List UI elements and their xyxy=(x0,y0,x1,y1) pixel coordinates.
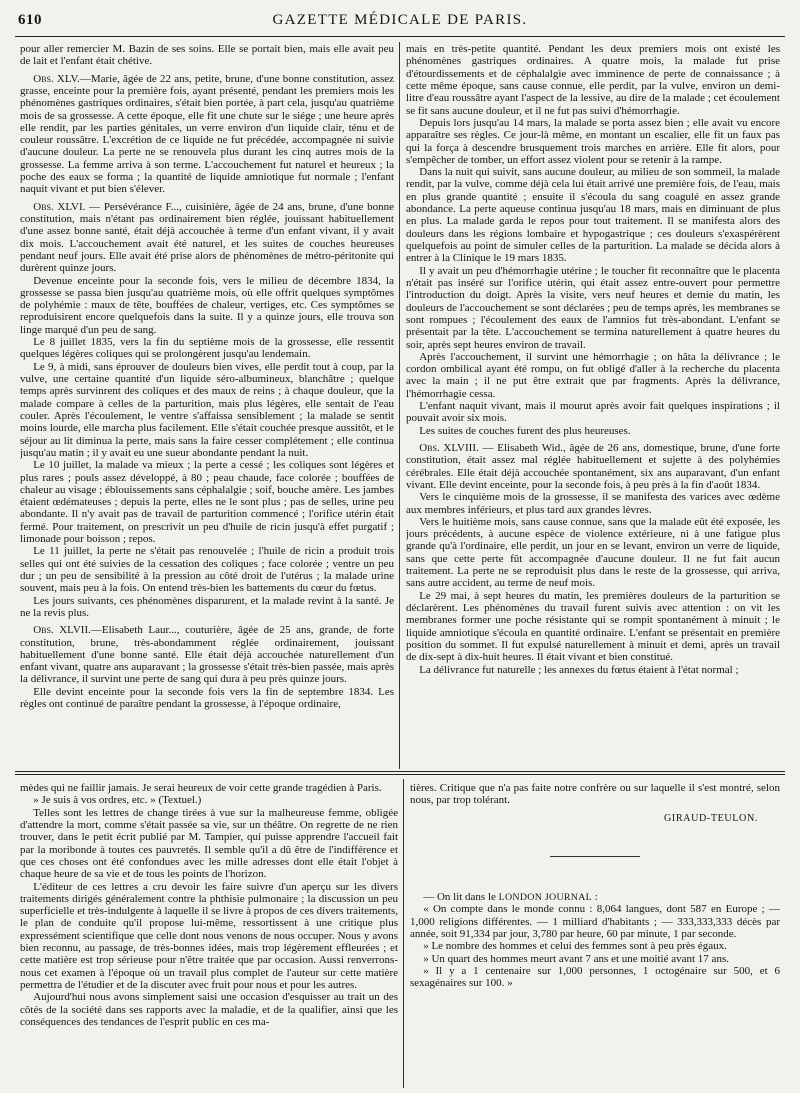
observation-46-outcome-paragraph: Les jours suivants, ces phénomènes disparurent, et la malade revint à la santé. Je ne la revis plus. xyxy=(20,594,394,619)
feuilleton-paragraph-letters: Telles sont les lettres de change tirées à vue sur la malheureuse femme, obligée d'attendre la mort, comme s'était passée sa vie, sur un théâtre. On regrette de ne rien trouver, dans le petit écrit publié par M. Tampier, qui puisse apprendre l'accueil fait par la moribonde à toutes ces pauvretés. Il semble qu'il a dû être de l'indifférence et que ces choses ont été confondues avec les mille adresses dont elle était l'objet à chaque heure de sa vie et de tous les points de l'horizon. xyxy=(20,806,398,881)
observation-label: Obs. XLV. xyxy=(33,72,80,85)
observation-47-paragraph xyxy=(20,624,394,686)
observation-text: — Elisabeth Wid., âgée de 26 ans, domestique, brune, d'une forte constitution, était assez mal réglée habituellement et sujette à des polyhémies cérébrales. Elle était déjà accouchée spontanément, six ans auparavant, d'un enfant vivant. Elle devint enceinte, pour la seconde fois, à peu près à la fin d'août 1834. xyxy=(406,441,780,491)
news-item-paragraph: » Un quart des hommes meurt avant 7 ans et une moitié avant 17 ans. xyxy=(423,952,729,965)
observation-47-clinic-paragraph: Il y avait un peu d'hémorrhagie utérine ; le toucher fit reconnaître que le placenta n'était pas inséré sur l'orifice utérin, qui était assez entre-ouvert pour permettre l'introduction du doigt. Après la visite, vers neuf heures et demie du matin, les douleurs de l'accouchement se sont déclarées ; peu de temps après, les membranes se sont rompues ; l'écoulement des eaux de l'amnios fut très-abondant. L'enfant se présentait par la tête. L'accouchement se termina naturellement à quatre heures du soir, après sept heures environ de travail. xyxy=(406,264,780,351)
article-right-column xyxy=(406,43,780,769)
feuilleton-closing-paragraph: tières. Critique que n'a pas faite notre confrère ou sur laquelle il s'est montré, selon nous, par trop tolérant. xyxy=(410,782,780,807)
observation-label: Obs. XLVIII. xyxy=(419,441,479,454)
observation-47-outcome-paragraph: Les suites de couches furent des plus heureuses. xyxy=(419,424,631,437)
feuilleton-right-column xyxy=(410,782,780,1086)
journal-title: GAZETTE MÉDICALE DE PARIS. xyxy=(272,12,528,28)
section-divider xyxy=(550,856,640,857)
article-left-column xyxy=(20,43,394,769)
news-item-paragraph: » Il y a 1 centenaire sur 1,000 personnes, 1 octogénaire sur 500, et 6 sexagénaires sur 100. » xyxy=(410,964,780,990)
feuilleton-left-column xyxy=(20,782,398,1086)
observation-47-night-paragraph: Dans la nuit qui suivit, sans aucune douleur, au milieu de son sommeil, la malade rendit, par la vulve, comme déjà cela lui était arrivé une première fois, de l'eau, mais en plus grande quantité ; ensuite il s'écoula du sang coagulé en assez grande abondance. La perte aqueuse continua jusqu'au 18 mars, mais en diminuant de plus en plus. La malade garda le repos pour tout traitement. Il se manifesta alors des douleurs dans les régions lombaire et hypogastrique ; ces douleurs s'exaspérèrent quelquefois au point de simuler celles de la parturition. La malade se décida alors à entrer à la Clinique le 19 mars 1835. xyxy=(406,166,780,265)
header-rule xyxy=(15,36,785,37)
page-number: 610 xyxy=(18,12,42,28)
author-signature: GIRAUD-TEULON. xyxy=(663,812,758,824)
feuilleton-column-rule xyxy=(403,779,404,1088)
observation-48-may-29-paragraph: Le 29 mai, à sept heures du matin, les premières douleurs de la parturition se déclarèrent. Les phénomènes du travail furent suivis avec attention : on vit les membranes former une poche résistante qui se rompit spontanément à minuit ; le liquide amniotique s'écoula en quantité ordinaire. L'enfant se présentait en première position du sommet. Il fut expulsé naturellement à minuit et demi, après un travail de dix-sept à dix-huit heures. Il était vivant et bien constitué. xyxy=(406,589,780,664)
observation-text: —Elisabeth Laur..., couturière, âgée de 25 ans, grande, de forte constitution, brune, très-abondamment réglée ordinairement, jouissant habituellement d'une bonne santé. Elle était déjà accouchée naturellement d'un enfant vivant, quatre ans auparavant ; la grossesse s'était très-bien passée, mais après la délivrance, il survint une perte de sang qui dura à peu près quinze jours. xyxy=(20,624,394,686)
observation-47-march-14-paragraph: Depuis lors jusqu'au 14 mars, la malade se porta assez bien ; elle avait vu encore apparaître ses règles. Ce jour-là même, en montant un escalier, elle fit un faux pas qui la força à descendre brusquement trois marches en arrière. Elle fit alors, pour s'empêcher de tomber, un effort assez violent pour se retenir à la rampe. xyxy=(406,116,780,166)
observation-46-july-11-paragraph: Le 11 juillet, la perte ne s'était pas renouvelée ; l'huile de ricin a produit trois selles qui ont été suivies de la cessation des coliques ; face colorée ; ventre un peu dur ; un peu de sensibilité à la pression au côté droit de l'utérus ; la malade urine souvent, mais peu à la fois. On entend très-bien les battements du cœur du fœtus. xyxy=(20,545,394,595)
observation-46-july-8-paragraph: Le 8 juillet 1835, vers la fin du septième mois de la grossesse, elle ressentit quelques légères coliques qui se prolongèrent jusqu'au lendemain. xyxy=(20,336,394,361)
observation-label: Obs. XLVI. xyxy=(33,200,86,213)
feuilleton-continued-paragraph: mèdes qui ne faillir jamais. Je serai heureux de voir cette grande tragédien à Paris. xyxy=(20,782,382,794)
feuilleton-separator-bottom xyxy=(15,774,785,775)
observation-47-delivery-paragraph: Après l'accouchement, il survint une hémorrhagie ; on hâta la délivrance ; le cordon ombilical ayant été rompu, on fut obligé d'aller à la recherche du placenta avec la main ; il ne put être extrait que par fragments. Après la délivrance, l'hémorrhagie cessa. xyxy=(406,350,780,400)
feuilleton-separator-top xyxy=(15,771,785,772)
observation-48-eighth-month-paragraph: Vers le huitième mois, sans cause connue, sans que la malade eût été exposée, les jours précédents, à aucune espèce de violence extérieure, ni à une fatigue plus grande qu'à l'ordinaire, elle perdit, un jour en se levant, environ un verre de liquide, sans que cette perte fût accompagnée d'aucune douleur. Il ne fut fait aucun traitement. La perte ne se reproduisit plus dans le reste de la grossesse, qui arriva, sans autre accident, au terme de neuf mois. xyxy=(406,515,780,590)
observation-48-fifth-month-paragraph: Vers le cinquième mois de la grossesse, il se manifesta des varices avec œdème aux membres inférieurs, et plus tard aux grandes lèvres. xyxy=(406,491,780,516)
column-rule xyxy=(399,42,400,769)
observation-46-july-10-paragraph: Le 10 juillet, la malade va mieux ; la perte a cessé ; les coliques sont légères et plus rares ; pouls assez développé, à 80 ; peau chaude, face colorée ; bouffées de chaleur au visage ; éblouissements sans céphalalgie ; soif, bouche amère. Les jambes étaient œdémateuses ; depuis la perte, elles ne le sont plus ; pas de selles, urine peu abondante. Il n'y avait pas de travail de parturition commencé ; l'orifice utérin était fermé. Pour traitement, on prescrivit un peu d'huile de ricin jusqu'à effet purgatif ; limonade pour boisson ; repos. xyxy=(20,459,394,546)
news-intro-end: : xyxy=(594,891,598,904)
observation-text: —Marie, âgée de 22 ans, petite, brune, d'une bonne constitution, assez grasse, enceinte pour la première fois, ayant présenté, pendant les premiers mois les phénomènes gastriques ordinaires, s'était bien portée, à part cela, jusqu'au quatrième mois de sa grossesse. A cette époque, elle fit une chute sur le siége ; une heure après elle rendit, par les parties génitales, un verre environ d'un liquide clair, ténu et de couleur roussâtre. L'excrétion de ce liquide ne fut précédée, accompagnée ni suivie d'aucune douleur. La perte ne se renouvela plus durant les cinq autres mois de la grossesse. La femme arriva à son terme. L'accouchement fut naturel et heureux ; la poche des eaux se forma ; la quantité de liquide amniotique fut normale ; l'enfant naquit vivant et put bien s'élever. xyxy=(20,72,394,196)
observation-text: — Persévérance F..., cuisinière, âgée de 24 ans, brune, d'une bonne constitution, mais n'étant pas ordinairement bien réglée, jouissant habituellement d'une assez bonne santé, était déjà accouchée à terme d'un enfant vivant, il y avait dix mois. L'accouchement avait été naturel, et les suites de couches heureuses pendant neuf jours. Elle avait été prise alors de phénomènes de métro-péritonite qui durèrent quinze jours. xyxy=(20,200,394,275)
observation-47-infant-paragraph: L'enfant naquit vivant, mais il mourut après avoir fait quelques inspirations ; il pouvait avoir six mois. xyxy=(406,400,780,425)
observation-48-placenta-paragraph: La délivrance fut naturelle ; les annexes du fœtus étaient à l'état normal ; xyxy=(419,663,739,676)
observation-46-paragraph xyxy=(20,201,394,275)
observation-label: Obs. XLVII. xyxy=(33,624,91,637)
feuilleton-paragraph-editor: L'éditeur de ces lettres a cru devoir les faire suivre d'un aperçu sur les divers traitements dirigés généralement contre la phthisie pulmonaire ; la discussion un peu superficielle et très-indulgente à laquelle il se livre à propos de ces divers traitements, le plan de conduite qu'il propose lui-même, ressortissent à une critique plus expressément scientifique que celle dont nous venons de nous occuper. Nous y avons bien reconnu, au passage, de très-bonnes idées, mais trop légèrement effleurées ; et cette matière est trop sérieuse pour n'être traitée que par occasion. Aussi renverrons-nous cet examen à l'époque où un travail plus complet de l'auteur sur cette matière permettra de l'étudier et de la discuter avec fruit pour nous et pour les autres. xyxy=(20,880,398,991)
observation-46-july-9-paragraph: Le 9, à midi, sans éprouver de douleurs bien vives, elle perdit tout à coup, par la vulve, une certaine quantité d'un liquide séro-albumineux, blanchâtre ; quelque temps après survinrent des coliques et des maux de reins ; à chaque douleur, que la malade compare à celles de la parturition, mais plus légères, elle sentait de l'eau couler. Après l'écoulement, le ventre s'affaissa sensiblement ; la malade se sentit moins lourde, elle marcha plus facilement. Elle s'était couchée presque aussitôt, et le séjour au lit diminua la perte, mais sans la faire cesser complétement ; elle continua jusqu'au matin ; il y avait eu une sueur abondante pendant la nuit. xyxy=(20,360,394,459)
observation-47-pregnancy-paragraph: Elle devint enceinte pour la seconde fois vers la fin de septembre 1834. Les règles ont continué de paraître pendant la grossesse, à l'époque ordinaire, xyxy=(20,685,394,711)
observation-48-paragraph xyxy=(406,442,780,491)
news-source: LONDON JOURNAL xyxy=(498,892,593,904)
continued-paragraph: pour aller remercier M. Bazin de ses soins. Elle se portait bien, mais elle avait peu de lait et l'enfant était chétive. xyxy=(20,43,394,68)
quoted-letter-closing: » Je suis à vos ordres, etc. » (Textuel.) xyxy=(33,794,202,807)
news-intro-text: — On lit dans le xyxy=(423,891,496,904)
observation-46-pregnancy-paragraph: Devenue enceinte pour la seconde fois, vers le milieu de décembre 1834, la grossesse se passa bien jusqu'au quatrième mois, où elle offrit quelques symptômes de polyhémie : maux de tête, bouffées de chaleur, vertiges, etc. Ces symptômes se reproduisirent encore quelquefois dans la suite. Il y a quinze jours, elle trouva son linge marqué d'un peu de sang. xyxy=(20,274,394,336)
news-item-paragraph: » Le nombre des hommes et celui des femmes sont à peu près égaux. xyxy=(423,940,727,953)
observation-45-paragraph xyxy=(20,73,394,196)
feuilleton-paragraph-today: Aujourd'hui nous avons simplement saisi une occasion d'esquisser au trait un des côtés de la société dans ses rapports avec la maladie, et de la qualifier, ainsi que les conséquences des tendances de l'esprit public en ces ma- xyxy=(20,991,398,1028)
news-item-intro xyxy=(410,891,780,903)
observation-47-continued-paragraph: mais en très-petite quantité. Pendant les deux premiers mois ont existé les phénomènes gastriques ordinaires. A quatre mois, la malade fut prise d'étourdissements et de céphalalgie avec imminence de perte de connaissance ; à cette même époque, sans cause connue, elle perdit, par la vulve, environ un demi-litre d'eau roussâtre ayant l'aspect de la lessive, au dire de la malade ; cet écoulement se fit sans aucune douleur, et il ne fut pas suivi d'hémorrhagie. xyxy=(406,43,780,117)
news-item-paragraph: « On compte dans le monde connu : 8,064 langues, dont 587 en Europe ; — 1,000 religions différentes. — 1 milliard d'habitants ; — 333,333,333 décès par année, soit 91,334 par jour, 3,780 par heure, 60 par minute, 1 par seconde. xyxy=(410,903,780,940)
